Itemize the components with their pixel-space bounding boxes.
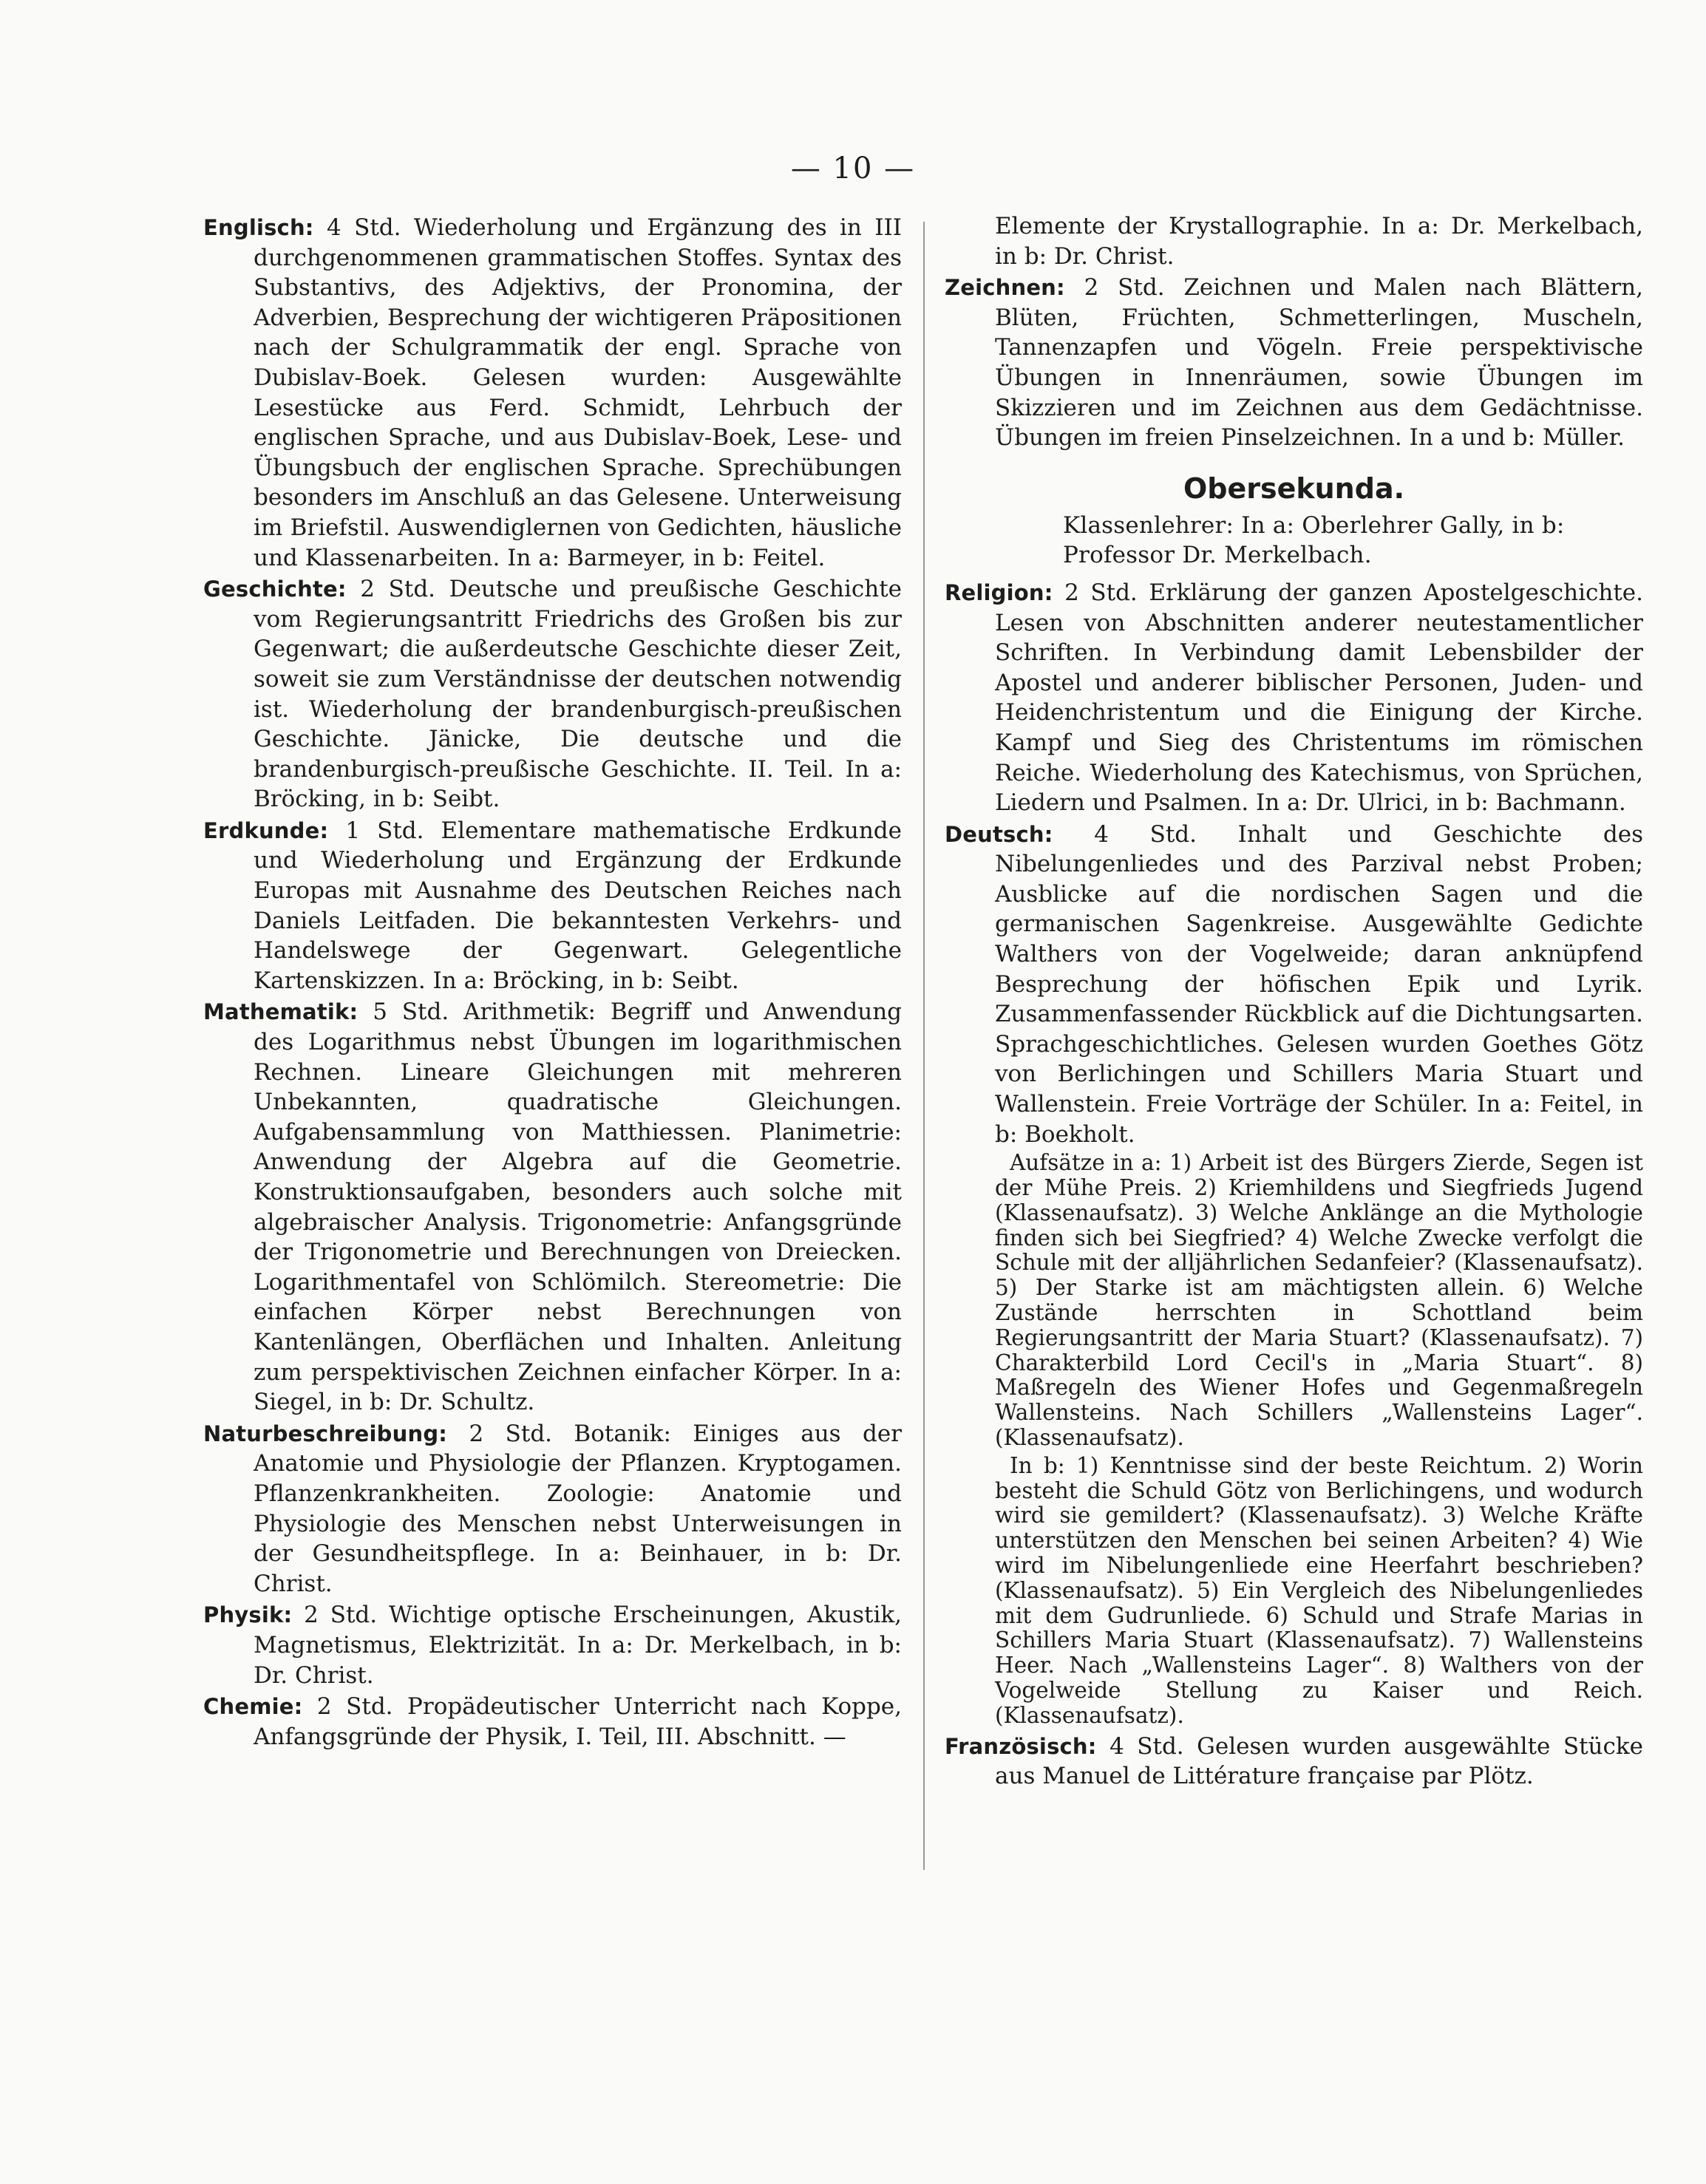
subject-label: Erdkunde: — [203, 817, 329, 843]
subject-label: Deutsch: — [945, 821, 1053, 847]
subject-text: 1 Std. Elementare mathematische Erdkunde und Wiederholung und Ergänzung der Erdkunde Europas mit Ausnahme des Deutschen Reiches nach Daniels Leitfaden. Die bekanntesten Verkehrs- und Handelswege der Gegenwart. Gelegentliche Kartenskizzen. In a: Bröcking, in b: Seibt. — [254, 817, 902, 994]
section-deutsch — [945, 820, 1643, 1150]
subject-label: Mathematik: — [203, 999, 358, 1025]
subject-label: Französisch: — [945, 1733, 1097, 1759]
essays-class-a — [945, 1151, 1643, 1451]
left-column — [203, 213, 902, 1753]
section-chemie — [203, 1692, 902, 1752]
subject-text: 4 Std. Wiederholung und Ergänzung des in III durchgenommenen grammatischen Stoffes. Syntax des Substantivs, des Adjektivs, der Pronomina, der Adverbien, Besprechung der wichtigeren Präpositionen nach der Schulgrammatik der engl. Sprache von Dubislav-Boek. Gelesen wurden: Ausgewählte Lesestücke aus Ferd. Schmidt, Lehrbuch der englischen Sprache, und aus Dubislav-Boek, Lese- und Übungsbuch der englischen Sprache. Sprechübungen besonders im Anschluß an das Gelesene. Unterweisung im Briefstil. Auswendiglernen von Gedichten, häusliche und Klassenarbeiten. In a: Barmeyer, in b: Feitel. — [254, 214, 902, 571]
section-physik — [203, 1600, 902, 1690]
subject-label: Chemie: — [203, 1694, 303, 1720]
page-number: — 10 — — [790, 152, 916, 186]
essays-a-text: Aufsätze in a: 1) Arbeit ist des Bürgers Zierde, Segen ist der Mühe Preis. 2) Kriemhildens und Siegfrieds Jugend (Klassenaufsatz). 3) Welche Anklänge an die Mythologie finden sich bei Siegfried? 4) Welche Zwecke verfolgt die Schule mit der alljährlichen Sedanfeier? (Klassenaufsatz). 5) Der Starke ist am mächtigsten allein. 6) Welche Zustände herrschten in Schottland beim Regierungsantritt der Maria Stuart? (Klassenaufsatz). 7) Charakterbild Lord Cecil's in „Maria Stuart“. 8) Maßregeln des Wiener Hofes und Gegenmaßregeln Wallensteins. Nach Schillers „Wallensteins Lager“. (Klassenaufsatz). — [995, 1150, 1643, 1450]
subject-label: Geschichte: — [203, 576, 347, 602]
section-erdkunde — [203, 816, 902, 996]
class-teacher-line-continued: Professor Dr. Merkelbach. — [1063, 542, 1372, 569]
subject-text: 2 Std. Deutsche und preußische Geschichte vom Regierungsantritt Friedrichs des Großen bis zur Gegenwart; die außerdeutsche Geschichte dieser Zeit, soweit sie zum Verständnisse der deutschen notwendig ist. Wiederholung der brandenburgisch-preußischen Geschichte. Jänicke, Die deutsche und die brandenburgisch-preußische Geschichte. II. Teil. In a: Bröcking, in b: Seibt. — [254, 576, 902, 813]
subject-text: 2 Std. Botanik: Einiges aus der Anatomie und Physiologie der Pflanzen. Kryptogamen. Pflanzenkrankheiten. Zoologie: Anatomie und Physiologie des Menschen nebst Unterweisungen in der Gesundheitspflege. In a: Beinhauer, in b: Dr. Christ. — [254, 1420, 902, 1597]
section-geschichte — [203, 574, 902, 814]
subject-text: 5 Std. Arithmetik: Begriff und Anwendung des Logarithmus nebst Übungen im logarithmischen Rechnen. Lineare Gleichungen mit mehreren Unbekannten, quadratische Gleichungen. Aufgabensammlung von Matthiessen. Planimetrie: Anwendung der Algebra auf die Geometrie. Konstruktionsaufgaben, besonders auch solche mit algebraischer Analysis. Trigonometrie: Anfangsgründe der Trigonometrie und Berechnungen von Dreiecken. Logarithmentafel von Schlömilch. Stereometrie: Die einfachen Körper nebst Berechnungen von Kantenlängen, Oberflächen und Inhalten. Anleitung zum perspektivischen Zeichnen einfacher Körper. In a: Siegel, in b: Dr. Schultz. — [254, 999, 903, 1416]
essays-b-text: In b: 1) Kenntnisse sind der beste Reichtum. 2) Worin besteht die Schuld Götz von Berlichingens, und wodurch wird sie gemildert? (Klassenaufsatz). 3) Welche Kräfte unterstützen den Menschen bei seinen Arbeiten? 4) Wie wird im Nibelungenliede eine Heerfahrt beschrieben? (Klassenaufsatz). 5) Ein Vergleich des Nibelungenliedes mit dem Gudrunliede. 6) Schuld und Strafe Marias in Schillers Maria Stuart (Klassenaufsatz). 7) Wallensteins Heer. Nach „Wallensteins Lager“. 8) Walthers von der Vogelweide Stellung zu Kaiser und Reich. (Klassenaufsatz). — [995, 1452, 1643, 1728]
subject-text: 4 Std. Gelesen wurden ausgewählte Stücke aus Manuel de Littérature française par Plötz. — [995, 1732, 1643, 1790]
subject-label: Zeichnen: — [945, 275, 1065, 301]
column-divider — [923, 222, 925, 1870]
subject-text: 2 Std. Propädeutischer Unterricht nach Koppe, Anfangsgründe der Physik, I. Teil, III. Abschnitt. — — [254, 1693, 902, 1750]
chemie-continuation: Elemente der Krystallographie. In a: Dr. Merkelbach, in b: Dr. Christ. — [995, 213, 1643, 270]
section-naturbeschreibung — [203, 1419, 902, 1599]
right-column — [945, 213, 1643, 1793]
section-franzoesisch — [945, 1732, 1643, 1792]
section-religion — [945, 578, 1643, 818]
subject-text: 2 Std. Erklärung der ganzen Apostelgeschichte. Lesen von Abschnitten anderer neutestamentlicher Schriften. In Verbindung damit Lebensbilder der Apostel und anderer biblischer Personen, Juden- und Heidenchristentum und die Einigung der Kirche. Kampf und Sieg des Christentums im römischen Reiche. Wiederholung des Katechismus, von Sprüchen, Liedern und Psalmen. In a: Dr. Ulrici, in b: Bachmann. — [995, 579, 1643, 817]
section-heading-obersekunda: Obersekunda. — [1183, 472, 1405, 505]
subject-label: Physik: — [203, 1602, 293, 1628]
class-teacher-line: Klassenlehrer: In a: Oberlehrer Gally, in b: — [1063, 511, 1565, 539]
section-mathematik — [203, 997, 902, 1417]
section-zeichnen — [945, 273, 1643, 453]
subject-text: 2 Std. Wichtige optische Erscheinungen, Akustik, Magnetismus, Elektrizität. In a: Dr. Merkelbach, in b: Dr. Christ. — [254, 1602, 903, 1689]
subject-label: Naturbeschreibung: — [203, 1421, 448, 1446]
subject-label: Englisch: — [203, 215, 314, 240]
essays-class-b — [945, 1454, 1643, 1729]
subject-text: 2 Std. Zeichnen und Malen nach Blättern, Blüten, Früchten, Schmetterlingen, Muscheln, Tannenzapfen und Vögeln. Freie perspektivische Übungen in Innenräumen, sowie Übungen im Skizzieren und im Zeichnen aus dem Gedächtnisse. Übungen im freien Pinselzeichnen. In a und b: Müller. — [995, 274, 1643, 452]
subject-label: Religion: — [945, 579, 1053, 605]
subject-text: 4 Std. Inhalt und Geschichte des Nibelungenliedes und des Parzival nebst Proben; Ausblicke auf die nordischen Sagen und die germanischen Sagenkreise. Ausgewählte Gedichte Walthers von der Vogelweide; daran anknüpfend Besprechung der höfischen Epik und Lyrik. Zusammenfassender Rückblick auf die Dichtungsarten. Sprachgeschichtliches. Gelesen wurden Goethes Götz von Berlichingen und Schillers Maria Stuart und Wallenstein. Freie Vorträge der Schüler. In a: Feitel, in b: Boekholt. — [995, 820, 1643, 1148]
section-englisch — [203, 213, 902, 573]
